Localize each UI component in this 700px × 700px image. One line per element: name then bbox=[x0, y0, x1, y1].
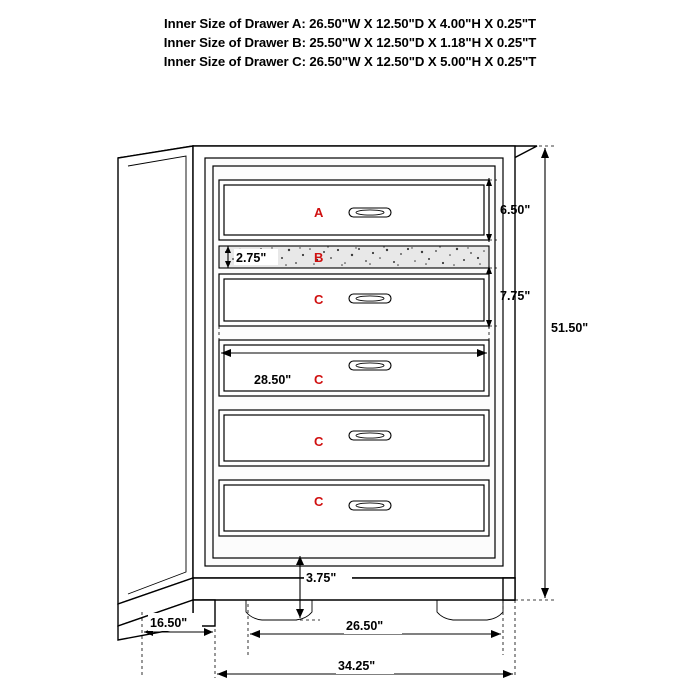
drawer-handle-a-inset bbox=[356, 210, 384, 215]
drawer-label-a: A bbox=[314, 205, 324, 220]
arrow-26-50-right bbox=[491, 630, 501, 638]
drawer-handle-c1-inset bbox=[356, 296, 384, 301]
arrow-51-50-down bbox=[541, 588, 549, 598]
drawer-label-c1: C bbox=[314, 292, 324, 307]
dim-label-26-50: 26.50" bbox=[346, 619, 384, 633]
dim-label-51-50: 51.50" bbox=[551, 321, 589, 335]
arrow-34-25-right bbox=[503, 670, 513, 678]
drawer-label-c2: C bbox=[314, 372, 324, 387]
drawer-handle-c4-inset bbox=[356, 503, 384, 508]
spec-line-drawer-c: Inner Size of Drawer C: 26.50"W X 12.50"D X 5.00"H X 0.25"T bbox=[163, 54, 537, 69]
dim-label-28-50: 28.50" bbox=[254, 373, 292, 387]
front-foot-right bbox=[437, 600, 503, 620]
cabinet-base-rail bbox=[193, 578, 515, 600]
arrow-26-50-left bbox=[250, 630, 260, 638]
dim-label-34-25: 34.25" bbox=[338, 659, 376, 673]
right-foot-block bbox=[503, 578, 515, 600]
dim-label-16-50: 16.50" bbox=[150, 616, 188, 630]
arrow-51-50-up bbox=[541, 148, 549, 158]
drawer-handle-c2-inset bbox=[356, 363, 384, 368]
arrow-16-50-right bbox=[204, 628, 213, 636]
dim-label-7-75: 7.75" bbox=[500, 289, 531, 303]
dim-label-2-75: 2.75" bbox=[236, 251, 267, 265]
drawer-label-c3: C bbox=[314, 434, 324, 449]
drawer-label-b: B bbox=[314, 250, 324, 265]
dim-label-6-50: 6.50" bbox=[500, 203, 531, 217]
spec-line-drawer-a: Inner Size of Drawer A: 26.50"W X 12.50"D X 4.00"H X 0.25"T bbox=[164, 16, 536, 31]
arrow-3-75-down bbox=[296, 609, 304, 618]
spec-line-drawer-b: Inner Size of Drawer B: 25.50"W X 12.50"D X 1.18"H X 0.25"T bbox=[163, 35, 537, 50]
arrow-34-25-left bbox=[217, 670, 227, 678]
dim-label-3-75: 3.75" bbox=[306, 571, 337, 585]
cabinet-left-side bbox=[118, 146, 193, 604]
drawer-label-c4: C bbox=[314, 494, 324, 509]
drawer-handle-c3-inset bbox=[356, 433, 384, 438]
